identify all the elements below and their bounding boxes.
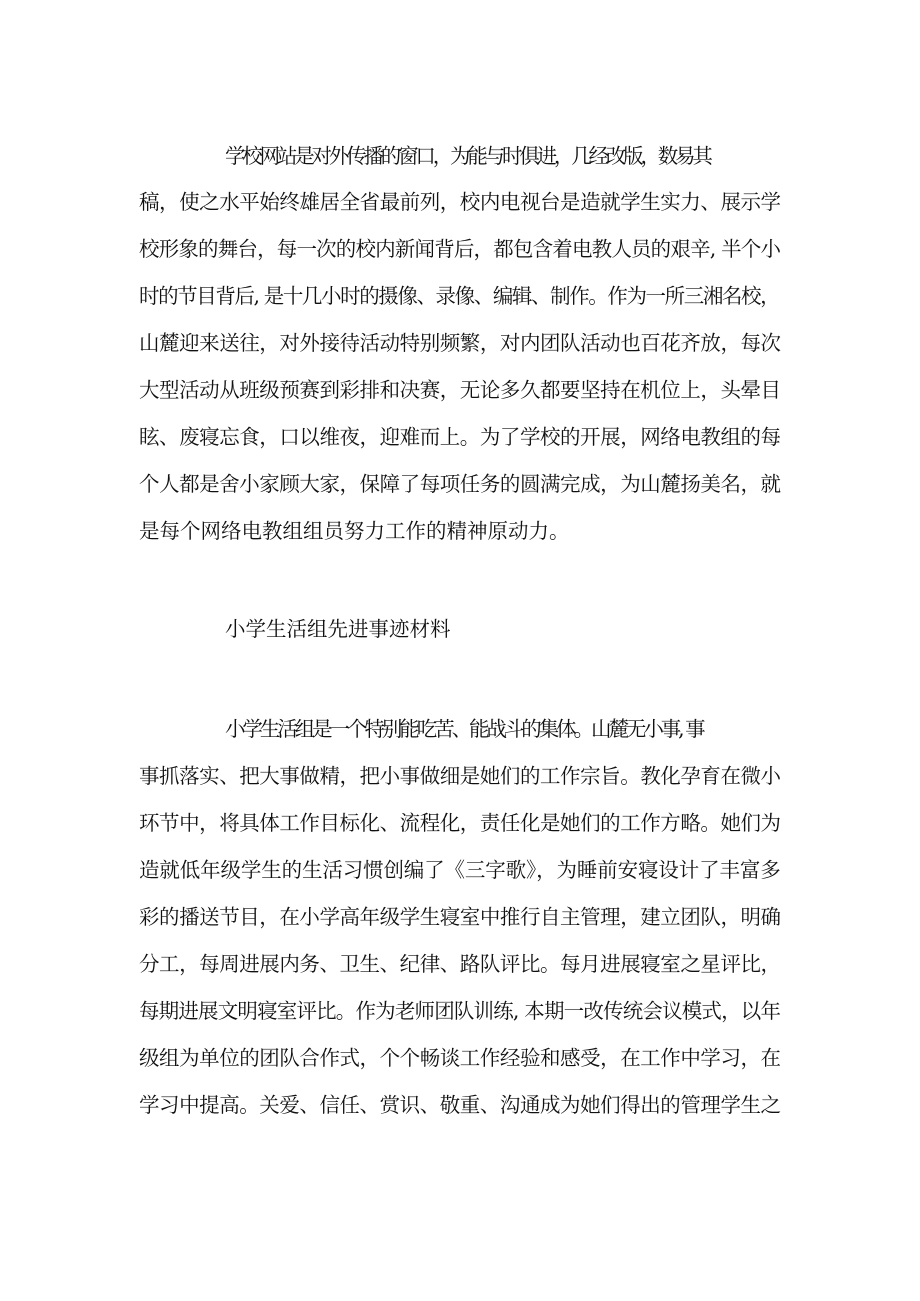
text-line: 稿，使之水平始终雄居全省最前列，校内电视台是造就学生实力、展示学: [139, 190, 781, 214]
text-line: 学校网站是对外传播的窗口，为能与时俱进，几经改版，数易其: [225, 144, 710, 168]
text-line: 学习中提高。关爱、信任、赏识、敬重、沟通成为她们得出的管理学生之: [139, 1093, 781, 1117]
text-line: 时的节目背后, 是十几小时的摄像、录像、编辑、制作。作为一所三湘名校，: [139, 284, 780, 308]
section-heading: 小学生活组先进事迹材料: [225, 617, 451, 641]
text-line: 小学生活组是一个特别能吃苦、能战斗的集体。山麓无小事, 事: [225, 717, 703, 741]
text-line: 彩的播送节目，在小学高年级学生寝室中推行自主管理，建立团队，明确: [139, 905, 781, 929]
text-line: 每期进展文明寝室评比。作为老师团队训练, 本期一改传统会议模式，以年: [139, 999, 781, 1023]
text-line: 是每个网络电教组组员努力工作的精神原动力。: [139, 519, 570, 543]
text-line: 校形象的舞台，每一次的校内新闻背后，都包含着电教人员的艰辛, 半个小: [139, 237, 781, 261]
text-line: 大型活动从班级预赛到彩排和决赛，无论多久都要坚持在机位上，头晕目: [139, 378, 781, 402]
text-line: 级组为单位的团队合作式，个个畅谈工作经验和感受，在工作中学习，在: [139, 1046, 781, 1070]
text-line: 眩、废寝忘食，口以维夜，迎难而上。为了学校的开展，网络电教组的每: [139, 425, 781, 449]
text-line: 山麓迎来送往，对外接待活动特别频繁，对内团队活动也百花齐放，每次: [139, 331, 781, 355]
text-line: 环节中，将具体工作目标化、流程化，责任化是她们的工作方略。她们为: [139, 811, 781, 835]
text-line: 事抓落实、把大事做精，把小事做细是她们的工作宗旨。教化孕育在微小: [139, 764, 781, 788]
text-line: 造就低年级学生的生活习惯创编了《三字歌》，为睡前安寝设计了丰富多: [139, 858, 781, 882]
text-line: 个人都是舍小家顾大家，保障了每项任务的圆满完成，为山麓扬美名，就: [139, 472, 781, 496]
text-line: 分工，每周进展内务、卫生、纪律、路队评比。每月进展寝室之星评比，: [139, 952, 781, 976]
